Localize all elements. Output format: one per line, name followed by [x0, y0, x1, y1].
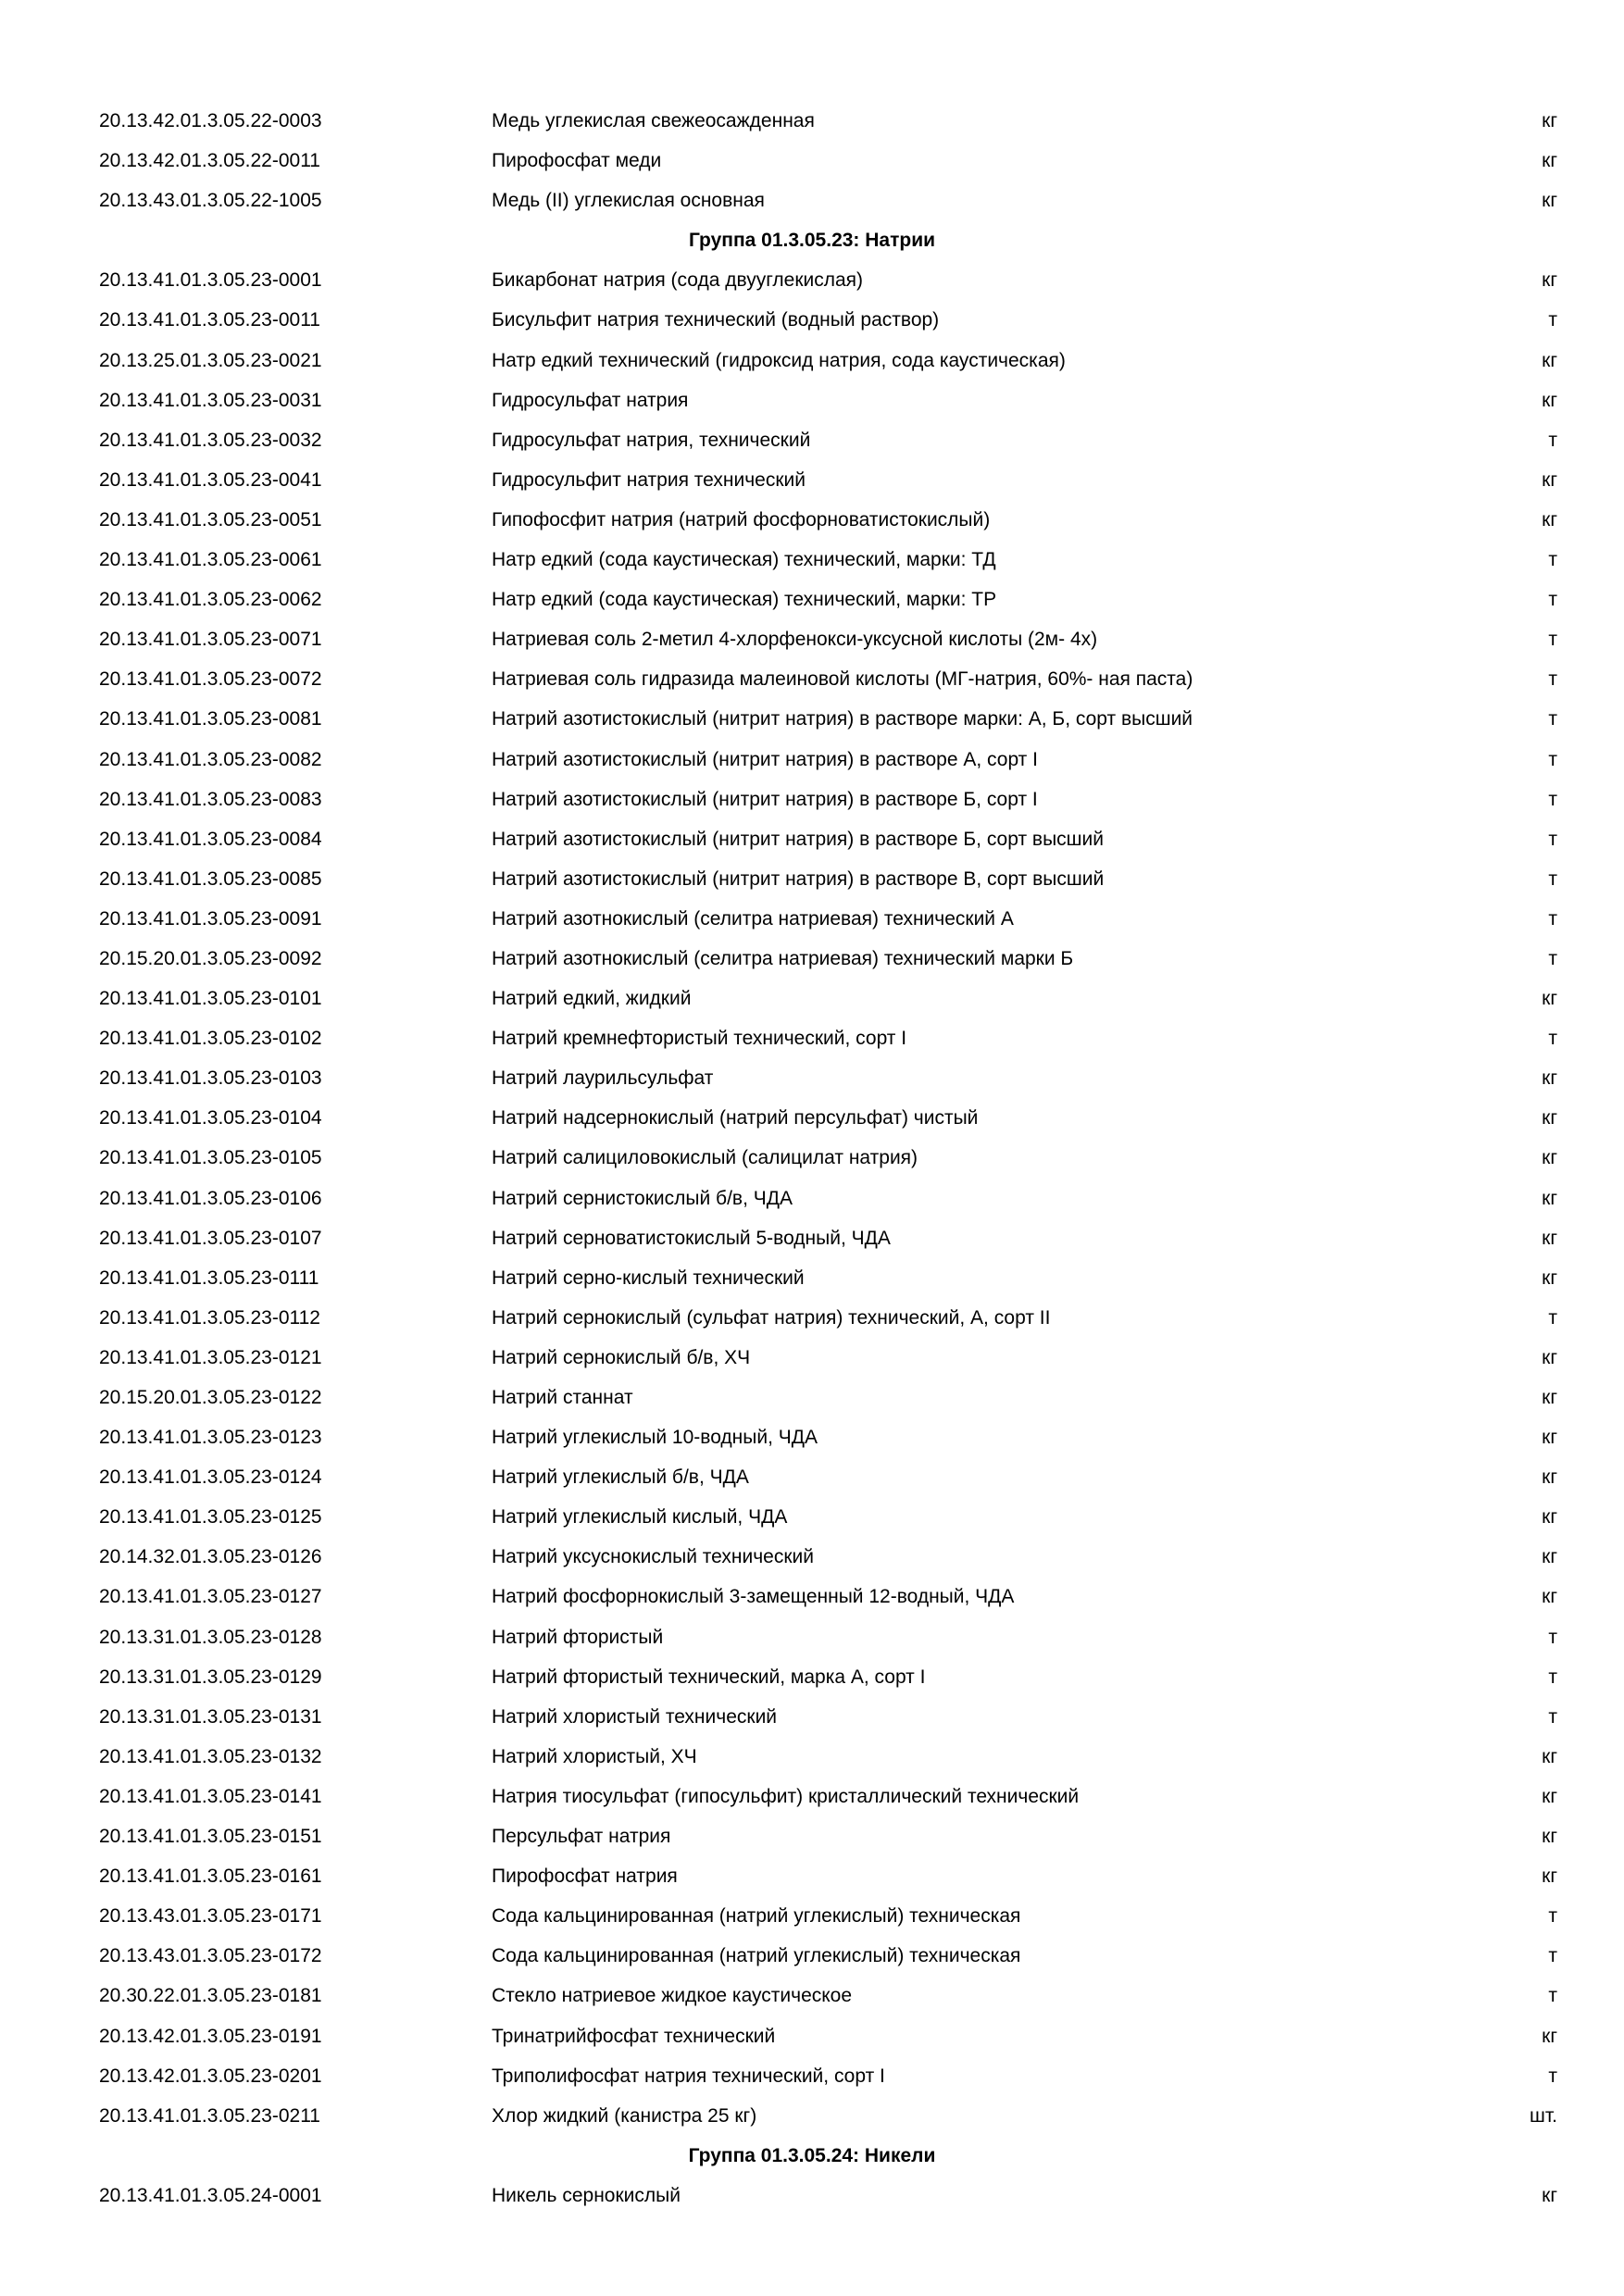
resource-row — [0, 939, 1624, 979]
resource-name: Никель сернокислый — [492, 2184, 681, 2206]
resource-name: Натр едкий технический (гидроксид натрия, сода каустическая) — [492, 349, 1066, 371]
resource-unit: т — [1548, 1905, 1557, 1928]
resource-code: 20.15.20.01.3.05.23-0122 — [99, 1387, 322, 1408]
resource-unit: кг — [1542, 1826, 1557, 1848]
resource-row — [0, 1457, 1624, 1497]
resource-code: 20.13.42.01.3.05.23-0191 — [99, 2025, 322, 2047]
resource-code: 20.13.41.01.3.05.23-0112 — [99, 1306, 320, 1329]
resource-name: Натрий хлористый технический — [492, 1705, 778, 1728]
resource-name: Натрий салициловокислый (салицилат натрия) — [492, 1147, 918, 1169]
resource-row — [0, 300, 1624, 340]
resource-unit: шт. — [1530, 2104, 1557, 2127]
resource-code: 20.13.42.01.3.05.22-0003 — [99, 110, 322, 131]
resource-row — [0, 1417, 1624, 1457]
resource-code: 20.13.41.01.3.05.23-0103 — [99, 1067, 322, 1090]
resource-name: Натрий фтористый — [492, 1626, 664, 1648]
resource-unit: кг — [1542, 1267, 1557, 1289]
resource-name: Натрий азотистокислый (нитрит натрия) в растворе Б, сорт I — [492, 788, 1038, 810]
resource-code: 20.13.31.01.3.05.23-0129 — [99, 1666, 322, 1688]
resource-row — [0, 1018, 1624, 1058]
resource-unit: кг — [1542, 1147, 1557, 1169]
resource-code: 20.13.41.01.3.05.23-0141 — [99, 1785, 322, 1807]
resource-name: Натрий сернокислый б/в, ХЧ — [492, 1346, 751, 1368]
resource-code: 20.13.41.01.3.05.23-0151 — [99, 1826, 322, 1848]
resource-row — [0, 1537, 1624, 1577]
resource-unit: кг — [1542, 1427, 1557, 1449]
resource-unit: т — [1548, 708, 1557, 730]
resource-code: 20.13.41.01.3.05.23-0123 — [99, 1427, 322, 1449]
resource-code: 20.13.42.01.3.05.23-0201 — [99, 2065, 322, 2087]
resource-name: Натрия тиосульфат (гипосульфит) кристаллический технический — [492, 1785, 1080, 1807]
resource-unit: кг — [1542, 468, 1557, 491]
resource-name: Натрий фосфорнокислый 3-замещенный 12-водный, ЧДА — [492, 1586, 1015, 1608]
resource-unit: т — [1548, 1666, 1557, 1688]
resource-unit: т — [1548, 1028, 1557, 1050]
resource-row — [0, 1617, 1624, 1657]
resource-name: Натрий уксуснокислый технический — [492, 1546, 814, 1568]
resource-row — [0, 699, 1624, 739]
resource-name: Натрий азотистокислый (нитрит натрия) в растворе А, сорт I — [492, 748, 1038, 770]
resource-unit: кг — [1542, 508, 1557, 530]
resource-row — [0, 101, 1624, 141]
resource-row — [0, 1936, 1624, 1976]
resource-name: Натрий серно-кислый технический — [492, 1267, 805, 1289]
resource-row — [0, 181, 1624, 220]
resource-name: Натрий углекислый б/в, ЧДА — [492, 1466, 749, 1489]
resource-row — [0, 1737, 1624, 1777]
resource-row — [0, 381, 1624, 420]
resource-unit: т — [1548, 429, 1557, 451]
resource-name: Натрий углекислый 10-водный, ЧДА — [492, 1427, 818, 1449]
resource-unit: т — [1548, 947, 1557, 969]
resource-name: Тринатрийфосфат технический — [492, 2025, 776, 2047]
resource-name: Натриевая соль 2-метил 4-хлорфенокси-уксусной кислоты (2м- 4х) — [492, 629, 1098, 651]
resource-name: Натрий кремнефтористый технический, сорт I — [492, 1028, 907, 1050]
resource-unit: кг — [1542, 269, 1557, 292]
resource-row — [0, 740, 1624, 780]
resource-code: 20.13.41.01.3.05.24-0001 — [99, 2184, 322, 2206]
resource-name: Пирофосфат меди — [492, 150, 662, 172]
resource-unit: кг — [1542, 1466, 1557, 1489]
resource-code: 20.13.41.01.3.05.23-0125 — [99, 1506, 322, 1529]
resource-code: 20.13.41.01.3.05.23-0105 — [99, 1147, 322, 1169]
resource-unit: т — [1548, 1306, 1557, 1329]
resource-unit: кг — [1542, 150, 1557, 172]
resource-unit: кг — [1542, 1067, 1557, 1090]
resource-code: 20.13.41.01.3.05.23-0001 — [99, 269, 322, 292]
resource-row — [0, 1098, 1624, 1138]
resource-name: Пирофосфат натрия — [492, 1866, 678, 1888]
resource-code: 20.13.43.01.3.05.22-1005 — [99, 190, 322, 212]
resource-code: 20.13.41.01.3.05.23-0106 — [99, 1187, 322, 1209]
resource-row — [0, 1258, 1624, 1298]
group-title: Группа 01.3.05.23: Натрии — [688, 230, 936, 252]
resource-name: Бисульфит натрия технический (водный раствор) — [492, 309, 940, 331]
resource-code: 20.13.41.01.3.05.23-0084 — [99, 828, 322, 850]
resource-unit: кг — [1542, 1866, 1557, 1888]
resource-name: Персульфат натрия — [492, 1826, 671, 1848]
resource-row — [0, 260, 1624, 300]
resource-code: 20.13.43.01.3.05.23-0172 — [99, 1945, 322, 1967]
resource-name: Гидросульфат натрия — [492, 389, 689, 411]
resource-unit: т — [1548, 2065, 1557, 2087]
resource-unit: т — [1548, 668, 1557, 691]
resource-unit: кг — [1542, 1387, 1557, 1408]
resource-code: 20.13.41.01.3.05.23-0132 — [99, 1745, 322, 1767]
resource-name: Натрий азотнокислый (селитра натриевая) технический марки Б — [492, 947, 1074, 969]
resource-code: 20.13.41.01.3.05.23-0211 — [99, 2104, 320, 2127]
resource-row — [0, 420, 1624, 460]
resource-row — [0, 1378, 1624, 1417]
resource-name: Натрий азотистокислый (нитрит натрия) в растворе Б, сорт высший — [492, 828, 1104, 850]
resource-code: 20.13.41.01.3.05.23-0061 — [99, 549, 322, 571]
resource-name: Гидросульфат натрия, технический — [492, 429, 811, 451]
resource-name: Медь (II) углекислая основная — [492, 190, 765, 212]
resource-unit: т — [1548, 629, 1557, 651]
resource-code: 20.13.41.01.3.05.23-0104 — [99, 1107, 322, 1129]
resource-unit: т — [1548, 309, 1557, 331]
resource-unit: кг — [1542, 1346, 1557, 1368]
resource-name: Натр едкий (сода каустическая) технический, марки: ТД — [492, 549, 996, 571]
resource-row — [0, 2096, 1624, 2136]
resource-row — [0, 659, 1624, 699]
resource-row — [0, 979, 1624, 1018]
resource-unit: кг — [1542, 1745, 1557, 1767]
resource-unit: т — [1548, 828, 1557, 850]
resource-name: Медь углекислая свежеосажденная — [492, 110, 815, 131]
resource-code: 20.13.41.01.3.05.23-0031 — [99, 389, 322, 411]
resource-name: Натрий надсернокислый (натрий персульфат) чистый — [492, 1107, 979, 1129]
resource-row — [0, 1338, 1624, 1378]
resource-unit: кг — [1542, 1586, 1557, 1608]
resource-row — [0, 619, 1624, 659]
resource-unit: т — [1548, 867, 1557, 890]
resource-code: 20.13.41.01.3.05.23-0111 — [99, 1267, 319, 1289]
resource-name: Натрий хлористый, ХЧ — [492, 1745, 697, 1767]
resource-unit: т — [1548, 788, 1557, 810]
resource-code: 20.15.20.01.3.05.23-0092 — [99, 947, 322, 969]
resource-row — [0, 1577, 1624, 1616]
resource-row — [0, 1816, 1624, 1856]
resource-name: Натриевая соль гидразида малеиновой кислоты (МГ-натрия, 60%- ная паста) — [492, 668, 1193, 691]
resource-name: Сода кальцинированная (натрий углекислый) техническая — [492, 1905, 1021, 1928]
resource-unit: кг — [1542, 349, 1557, 371]
resource-code: 20.13.41.01.3.05.23-0102 — [99, 1028, 322, 1050]
resource-code: 20.13.41.01.3.05.23-0124 — [99, 1466, 322, 1489]
resource-name: Гидросульфит натрия технический — [492, 468, 806, 491]
resource-row — [0, 1138, 1624, 1178]
resource-name: Хлор жидкий (канистра 25 кг) — [492, 2104, 757, 2127]
resource-row — [0, 1218, 1624, 1258]
resource-code: 20.13.31.01.3.05.23-0128 — [99, 1626, 322, 1648]
resource-unit: т — [1548, 1945, 1557, 1967]
resource-code: 20.13.41.01.3.05.23-0072 — [99, 668, 322, 691]
resource-unit: т — [1548, 1985, 1557, 2007]
resource-code: 20.13.31.01.3.05.23-0131 — [99, 1705, 322, 1728]
resource-name: Стекло натриевое жидкое каустическое — [492, 1985, 853, 2007]
resource-row — [0, 1976, 1624, 2015]
resource-row — [0, 1179, 1624, 1218]
resource-code: 20.13.41.01.3.05.23-0121 — [99, 1346, 322, 1368]
resource-row — [0, 460, 1624, 500]
resource-unit: кг — [1542, 1107, 1557, 1129]
resource-name: Натрий азотистокислый (нитрит натрия) в растворе В, сорт высший — [492, 867, 1105, 890]
resource-unit: кг — [1542, 110, 1557, 131]
resource-row — [0, 500, 1624, 540]
resource-unit: кг — [1542, 1506, 1557, 1529]
resource-code: 20.13.41.01.3.05.23-0083 — [99, 788, 322, 810]
resource-unit: кг — [1542, 2184, 1557, 2206]
resource-row — [0, 1896, 1624, 1936]
resource-name: Натрий едкий, жидкий — [492, 988, 692, 1010]
resource-code: 20.13.43.01.3.05.23-0171 — [99, 1905, 322, 1928]
resource-unit: кг — [1542, 1187, 1557, 1209]
resource-unit: кг — [1542, 1546, 1557, 1568]
resource-code: 20.13.41.01.3.05.23-0032 — [99, 429, 322, 451]
resource-row — [0, 859, 1624, 899]
resource-code: 20.13.41.01.3.05.23-0127 — [99, 1586, 322, 1608]
resource-unit: кг — [1542, 988, 1557, 1010]
resource-code: 20.13.41.01.3.05.23-0161 — [99, 1866, 322, 1888]
resource-name: Натрий станнат — [492, 1387, 633, 1408]
resource-name: Натр едкий (сода каустическая) технический, марки: ТР — [492, 589, 997, 611]
resource-name: Натрий азотнокислый (селитра натриевая) технический А — [492, 907, 1014, 930]
resource-code: 20.13.41.01.3.05.23-0107 — [99, 1227, 322, 1249]
group-header-row — [0, 2136, 1624, 2176]
resource-unit: кг — [1542, 190, 1557, 212]
resource-code: 20.13.41.01.3.05.23-0051 — [99, 508, 322, 530]
resource-name: Бикарбонат натрия (сода двууглекислая) — [492, 269, 864, 292]
resource-name: Триполифосфат натрия технический, сорт I — [492, 2065, 885, 2087]
group-title: Группа 01.3.05.24: Никели — [688, 2144, 936, 2166]
resource-code: 20.13.41.01.3.05.23-0085 — [99, 867, 322, 890]
resource-row — [0, 1777, 1624, 1816]
resource-row — [0, 1298, 1624, 1338]
resource-unit: кг — [1542, 389, 1557, 411]
resource-row — [0, 1697, 1624, 1737]
resource-code: 20.13.41.01.3.05.23-0091 — [99, 907, 322, 930]
resource-name: Гипофосфит натрия (натрий фосфорноватистокислый) — [492, 508, 991, 530]
resource-row — [0, 141, 1624, 181]
resource-unit: т — [1548, 1705, 1557, 1728]
resource-row — [0, 2176, 1624, 2215]
resource-row — [0, 1497, 1624, 1537]
resource-code: 20.13.41.01.3.05.23-0101 — [99, 988, 322, 1010]
resource-code: 20.13.25.01.3.05.23-0021 — [99, 349, 322, 371]
resource-list — [0, 101, 1624, 2215]
resource-code: 20.13.42.01.3.05.22-0011 — [99, 150, 320, 172]
resource-name: Натрий углекислый кислый, ЧДА — [492, 1506, 788, 1529]
resource-unit: т — [1548, 589, 1557, 611]
resource-name: Сода кальцинированная (натрий углекислый) техническая — [492, 1945, 1021, 1967]
resource-row — [0, 2016, 1624, 2056]
resource-code: 20.13.41.01.3.05.23-0041 — [99, 468, 322, 491]
resource-row — [0, 1058, 1624, 1098]
resource-unit: т — [1548, 907, 1557, 930]
resource-name: Натрий сернокислый (сульфат натрия) технический, А, сорт II — [492, 1306, 1051, 1329]
resource-name: Натрий азотистокислый (нитрит натрия) в растворе марки: А, Б, сорт высший — [492, 708, 1193, 730]
resource-row — [0, 540, 1624, 580]
resource-code: 20.13.41.01.3.05.23-0081 — [99, 708, 322, 730]
resource-row — [0, 580, 1624, 619]
resource-row — [0, 341, 1624, 381]
resource-name: Натрий лаурильсульфат — [492, 1067, 714, 1090]
resource-row — [0, 1856, 1624, 1896]
resource-name: Натрий фтористый технический, марка А, сорт I — [492, 1666, 926, 1688]
resource-row — [0, 899, 1624, 939]
resource-unit: кг — [1542, 2025, 1557, 2047]
resource-code: 20.13.41.01.3.05.23-0082 — [99, 748, 322, 770]
resource-code: 20.13.41.01.3.05.23-0071 — [99, 629, 322, 651]
resource-row — [0, 1657, 1624, 1697]
group-header-row — [0, 220, 1624, 260]
resource-unit: т — [1548, 748, 1557, 770]
resource-unit: т — [1548, 1626, 1557, 1648]
resource-code: 20.30.22.01.3.05.23-0181 — [99, 1985, 322, 2007]
resource-unit: т — [1548, 549, 1557, 571]
resource-row — [0, 2056, 1624, 2096]
resource-code: 20.13.41.01.3.05.23-0062 — [99, 589, 322, 611]
resource-row — [0, 780, 1624, 819]
resource-row — [0, 819, 1624, 859]
resource-code: 20.13.41.01.3.05.23-0011 — [99, 309, 320, 331]
resource-unit: кг — [1542, 1227, 1557, 1249]
resource-code: 20.14.32.01.3.05.23-0126 — [99, 1546, 322, 1568]
resource-name: Натрий сернистокислый б/в, ЧДА — [492, 1187, 793, 1209]
resource-name: Натрий серноватистокислый 5-водный, ЧДА — [492, 1227, 891, 1249]
resource-unit: кг — [1542, 1785, 1557, 1807]
